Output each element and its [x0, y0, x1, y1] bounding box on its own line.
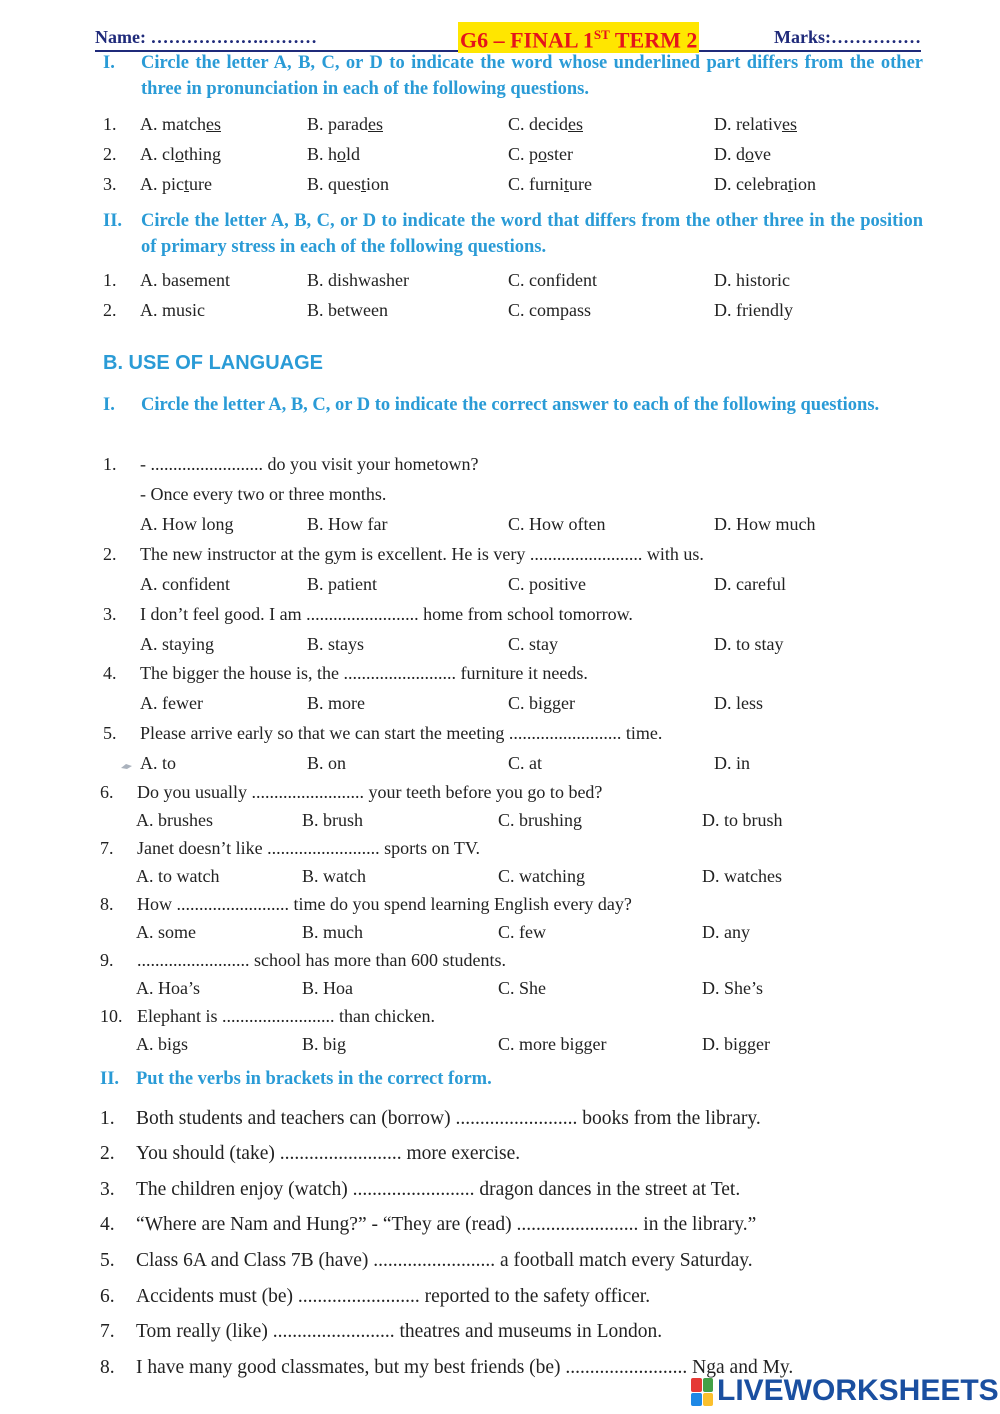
answer-option[interactable]: A. to watch	[136, 866, 220, 886]
options-row	[0, 976, 1000, 1000]
answer-option[interactable]: B. dishwasher	[307, 270, 409, 290]
answer-option[interactable]: C. How often	[508, 514, 606, 534]
verb-question-row: 4. “Where are Nam and Hung?” - “They are (read) ......................... in the library.”	[100, 1214, 757, 1235]
answer-option[interactable]: C. furniture	[508, 174, 592, 194]
answer-option[interactable]: D. careful	[714, 574, 786, 594]
verb-question-row: 7. Tom really (like) ......................... theatres and museums in London.	[100, 1321, 663, 1342]
question-row: 5. Please arrive early so that we can start the meeting ......................... time.	[103, 723, 663, 743]
worksheet-page: Name: ……………….……… G6 – FINAL 1ST TERM 2 Marks:…………… I. Circle the letter A, B, C, or D to indicate the word whose underlined part differs from the other three in pronunciation in each of the following questions. 1. A. matches B. parades C. decides D. relatives 2. A. clothing B. hold C. poster D. dove 3. A. picture B. question C. furniture D. celebration II. Circle the letter A, B, C, or D to indicate the word that differs from the other three in the position of primary stress in each of the following questions. 1. A. basement B. dishwasher C. confident D. historic 2. A. music B. between C. compass D. friendly B. USE OF LANGUAGE I. Circle the letter A, B, C, or D to indicate the correct answer to each of the following questions. 1. - ......................... do you visit your hometown? - Once every two or three months. A. How long B. How far C. How often D. How much 2. The new instructor at the gym is excellent. He is very ......................... with us. A. confident B. patient C. positive D. careful 3. I don’t feel good. I am ......................... home from school tomorrow. A. staying B. stays C. stay D. to stay 4. The bigger the house is, the ......................... furniture it needs. A. fewer B. more C. bigger D. less 5. Please arrive early so that we can start the meeting ......................... time. A. to B. on C. at D. in 6. Do you usually ......................... your teeth before you go to bed? A. brushes B. brush C. brushing D. to brush 7. Janet doesn’t like ......................... sports on TV. A. to watch B. watch C. watching D. watches 8. How ......................... time do you spend learning English every day? A. some B. much C. few D. any 9. ......................... school has more than 600 students. A. Hoa’s B. Hoa C. She D. She’s 10. Elephant is ......................... than chicken. A. bigs B. big C. more bigger D. bigger II. Put the verbs in brackets in the correct form. 1. Both students and teachers can (borrow) ......................... books from the library. 2. You should (take) ......................... more exercise. 3. The children enjoy (watch) ......................... dragon dances in the street at Tet. 4. “Where are Nam and Hung?” - “They are (read) ......................... in the library.” 5. Class 6A and Class 7B (have) ......................... a football match every Saturday. 6. Accidents must (be) ......................... reported to the safety officer. 7. Tom really (like) ......................... theatres and museums in London. 8. I have many good classmates, but my best friends (be) ......................... Nga and My. LIVEWORKSHEETS	[0, 0, 1000, 1414]
answer-option[interactable]: C. poster	[508, 144, 574, 164]
answer-option[interactable]: D. less	[714, 693, 763, 713]
answer-option[interactable]: A. confident	[140, 574, 230, 594]
answer-option[interactable]: A. bigs	[136, 1034, 189, 1054]
answer-option[interactable]: B. big	[302, 1034, 347, 1054]
use-of-language-instruction: I. Circle the letter A, B, C, or D to indicate the correct answer to each of the following questions.	[103, 395, 880, 415]
answer-option[interactable]: C. She	[498, 978, 547, 998]
verb-question-row: 1. Both students and teachers can (borrow) ......................... books from the library.	[100, 1108, 761, 1129]
answer-option[interactable]: D. watches	[702, 866, 782, 886]
answer-option[interactable]: A. brushes	[136, 810, 213, 830]
stress-instruction: II. Circle the letter A, B, C, or D to indicate the word that differs from the other three in the position of primary stress in each of the following questions.	[103, 211, 923, 257]
answer-option[interactable]: D. to brush	[702, 810, 783, 830]
phonetics-instruction: I. Circle the letter A, B, C, or D to indicate the word whose underlined part differs from the other three in pronunciation in each of the following questions.	[103, 53, 923, 99]
options-row	[0, 808, 1000, 832]
answer-option[interactable]: A. picture	[140, 174, 212, 194]
options-row	[0, 751, 1000, 775]
verb-question-row: 6. Accidents must (be) ......................... reported to the safety officer.	[100, 1286, 651, 1307]
answer-option[interactable]: B. stays	[307, 634, 365, 654]
options-row	[0, 864, 1000, 888]
pronunciation-question-row: 3. A. picture B. question C. furniture D. celebration	[103, 174, 816, 194]
options-row	[0, 691, 1000, 715]
verb-question-row: 3. The children enjoy (watch) ......................... dragon dances in the street at Tet.	[100, 1179, 741, 1200]
answer-option[interactable]: B. much	[302, 922, 363, 942]
pencil-mark-icon	[120, 762, 134, 770]
answer-option[interactable]: B. patient	[307, 574, 377, 594]
answer-option[interactable]: C. bigger	[508, 693, 575, 713]
answer-option[interactable]: B. on	[307, 753, 347, 773]
answer-option[interactable]: A. staying	[140, 634, 214, 654]
answer-option[interactable]: B. Hoa	[302, 978, 353, 998]
answer-option[interactable]: B. watch	[302, 866, 366, 886]
options-row	[0, 1032, 1000, 1056]
pronunciation-question-row: 2. A. clothing B. hold C. poster D. dove	[103, 144, 771, 164]
answer-option[interactable]: D. bigger	[702, 1034, 770, 1054]
question-row: 3. I don’t feel good. I am ......................... home from school tomorrow.	[103, 604, 633, 624]
answer-option[interactable]: A. basement	[140, 270, 230, 290]
answer-option[interactable]: C. watching	[498, 866, 585, 886]
marks-field-label[interactable]: Marks:……………	[774, 27, 921, 47]
question-row: 8. How ......................... time do you spend learning English every day?	[100, 894, 632, 914]
answer-option[interactable]: B. more	[307, 693, 365, 713]
options-row	[0, 920, 1000, 944]
question-row: 10. Elephant is ......................... than chicken.	[100, 1006, 435, 1026]
answer-option[interactable]: A. some	[136, 922, 196, 942]
verb-form-instruction: II. Put the verbs in brackets in the correct form.	[100, 1069, 492, 1089]
answer-option[interactable]: A. How long	[140, 514, 234, 534]
verb-question-row: 2. You should (take) ......................... more exercise.	[100, 1143, 521, 1164]
answer-option[interactable]: B. parades	[307, 114, 383, 134]
answer-option[interactable]: C. brushing	[498, 810, 583, 830]
verb-question-row: 8. I have many good classmates, but my best friends (be) ......................... Nga and My.	[100, 1357, 794, 1378]
answer-option[interactable]: C. compass	[508, 300, 591, 320]
answer-option[interactable]: D. historic	[714, 270, 790, 290]
question-row: - Once every two or three months.	[140, 484, 387, 504]
answer-option[interactable]: B. hold	[307, 144, 361, 164]
answer-option[interactable]: A. to	[140, 753, 176, 773]
answer-option[interactable]: D. relatives	[714, 114, 797, 134]
name-field-label[interactable]: Name: ……………….………	[95, 27, 317, 47]
worksheet-title: G6 – FINAL 1ST TERM 2	[458, 22, 699, 53]
worksheet-header	[95, 22, 921, 52]
answer-option[interactable]: A. clothing	[140, 144, 222, 164]
answer-option[interactable]: C. more bigger	[498, 1034, 607, 1054]
question-row: 1. - ......................... do you visit your hometown?	[103, 454, 479, 474]
answer-option[interactable]: B. brush	[302, 810, 364, 830]
answer-option[interactable]: D. celebration	[714, 174, 816, 194]
liveworksheets-badge-icon	[691, 1378, 713, 1406]
answer-option[interactable]: D. She’s	[702, 978, 764, 998]
answer-option[interactable]: A. matches	[140, 114, 221, 134]
answer-option[interactable]: B. How far	[307, 514, 388, 534]
answer-option[interactable]: A. fewer	[140, 693, 203, 713]
section-title-use-of-language: B. USE OF LANGUAGE	[103, 352, 324, 374]
question-row: 9. ......................... school has more than 600 students.	[100, 950, 506, 970]
answer-option[interactable]: C. stay	[508, 634, 559, 654]
options-row	[0, 632, 1000, 656]
answer-option[interactable]: B. between	[307, 300, 388, 320]
answer-option[interactable]: D. How much	[714, 514, 816, 534]
question-row: 2. The new instructor at the gym is excellent. He is very ......................... with us.	[103, 544, 704, 564]
answer-option[interactable]: D. any	[702, 922, 750, 942]
stress-question-row: 1. A. basement B. dishwasher C. confident D. historic	[103, 270, 790, 290]
stress-question-row: 2. A. music B. between C. compass D. friendly	[103, 300, 793, 320]
options-row	[0, 572, 1000, 596]
answer-option[interactable]: C. at	[508, 753, 542, 773]
answer-option[interactable]: D. dove	[714, 144, 771, 164]
answer-option[interactable]: A. music	[140, 300, 205, 320]
pronunciation-question-row: 1. A. matches B. parades C. decides D. relatives	[103, 114, 797, 134]
answer-option[interactable]: A. Hoa’s	[136, 978, 200, 998]
answer-option[interactable]: C. positive	[508, 574, 587, 594]
verb-question-row: 5. Class 6A and Class 7B (have) ......................... a football match every Saturday.	[100, 1250, 753, 1271]
answer-option[interactable]: C. decides	[508, 114, 583, 134]
answer-option[interactable]: B. question	[307, 174, 390, 194]
answer-option[interactable]: D. in	[714, 753, 750, 773]
options-row	[0, 512, 1000, 536]
answer-option[interactable]: C. confident	[508, 270, 597, 290]
question-row: 6. Do you usually ......................... your teeth before you go to bed?	[100, 782, 603, 802]
answer-option[interactable]: D. friendly	[714, 300, 793, 320]
question-row: 7. Janet doesn’t like ......................... sports on TV.	[100, 838, 480, 858]
answer-option[interactable]: C. few	[498, 922, 546, 942]
answer-option[interactable]: D. to stay	[714, 634, 784, 654]
question-row: 4. The bigger the house is, the ......................... furniture it needs.	[103, 663, 588, 683]
